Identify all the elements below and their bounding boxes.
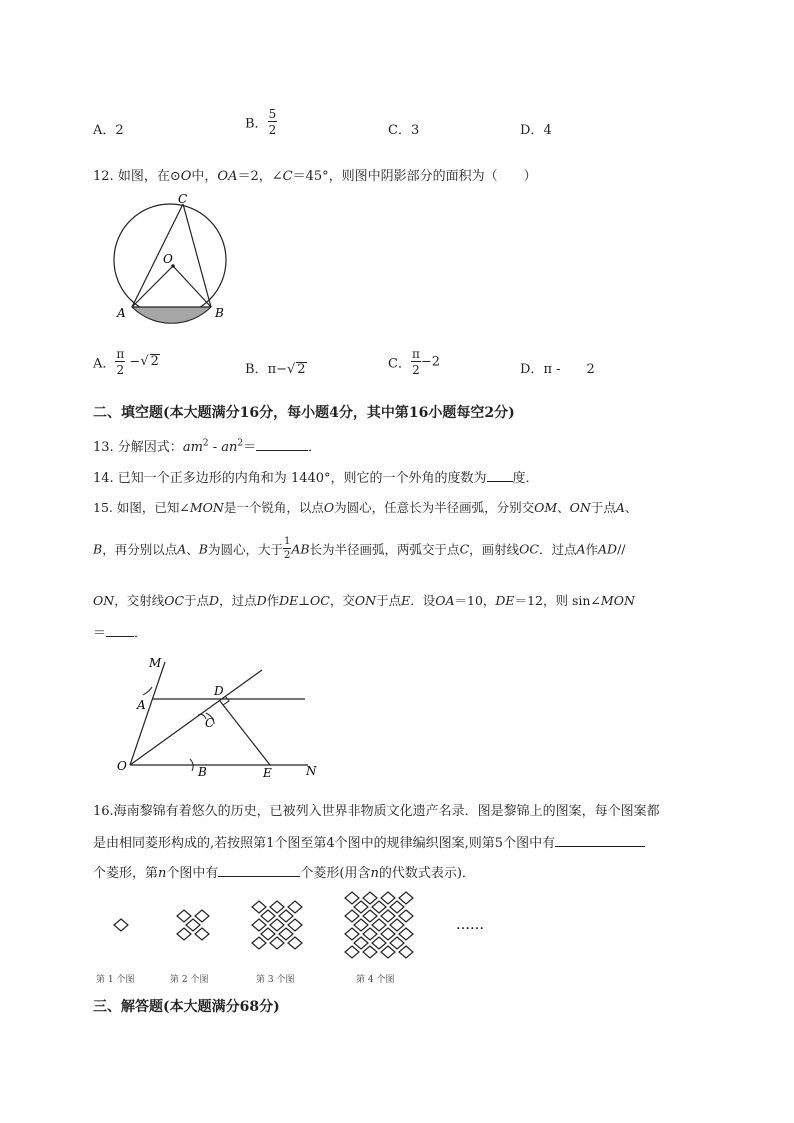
q15-line-4: ＝ ． [93,626,148,641]
rhombus [390,937,404,949]
rhombus [381,928,395,940]
caption-1: 第 1 个图 [96,975,135,985]
q16-line-1: 16.海南黎锦有着悠久的历史，已被列入世界非物质文化遗产名录．图是黎锦上的图案，每个图案都 [93,804,660,819]
q12-option-a: A． $\frac{\pi}{2}$ −√ 2 [93,347,159,377]
rhombus [270,919,284,931]
rhombus [399,892,413,904]
rhombus [390,919,404,931]
q11-option-b: B． $\frac{5}{2}$ [245,107,277,137]
q12-option-c: C． $\frac{\pi}{2}$ −2 [388,347,441,377]
caption-4: 第 4 个图 [356,975,395,985]
q15-angle-figure [110,655,330,785]
q11-option-c: C．3 [388,123,420,138]
label-c: C [205,716,215,730]
label-e: E [263,766,272,780]
rhombus [288,919,302,931]
rhombus [270,937,284,949]
label-o: O [163,252,173,266]
q15-line-1: 15. 如图，已知∠MON是一个锐角，以点O为圆心，任意长为半径画弧，分别交OM、ON于点A、 [93,500,638,515]
label-a: A [137,698,146,712]
q11-option-d: D．4 [520,123,552,138]
label-b: B [215,306,224,320]
label-o: O [117,759,127,773]
rhombus [261,910,275,922]
rhombus [363,928,377,940]
rhombus [288,901,302,913]
rhombus [279,910,293,922]
q16-answer-blank-2[interactable] [218,876,300,877]
rhombus [390,901,404,913]
q14-answer-blank[interactable] [487,481,513,482]
q11-option-a: A．2 [93,123,124,138]
rhombus [252,937,266,949]
rhombus [279,928,293,940]
q16-line-3: 个菱形，第n个图中有 个菱形(用含n的代数式表示)． [93,866,475,881]
rhombus [354,901,368,913]
q13-question: 13. 分解因式：$am^2 - an^2=$ ． [93,438,322,455]
rhombus [363,892,377,904]
rhombus [195,928,209,940]
rhombus [270,901,284,913]
rhombus [381,892,395,904]
pattern-1 [114,919,128,931]
rhombus [288,937,302,949]
rhombus [252,901,266,913]
q12-question: 12. 如图，在⊙O中，OA＝2，∠C＝45°，则图中阴影部分的面积为（ ） [93,169,537,184]
q16-pattern-figure [90,885,530,990]
rhombus [372,937,386,949]
rhombus [381,910,395,922]
pattern-2 [177,910,209,940]
q12-option-b: B．π−√ 2 [245,362,306,377]
section-3-heading: 三、解答题(本大题满分68分) [93,999,280,1015]
rhombus [363,910,377,922]
rhombus [114,919,128,931]
rhombus [399,946,413,958]
q15-line-2: B，再分别以点A、B为圆心，大于 $\frac{1}{2}$ AB长为半径画弧，两弧交于点C，画射线OC．过点A作AD// [93,536,626,561]
caption-2: 第 2 个图 [170,975,209,985]
q13-answer-blank[interactable] [256,450,308,451]
rhombus [354,937,368,949]
label-m: M [149,656,162,670]
rhombus [399,928,413,940]
q12-circle-figure [105,190,235,330]
rhombus [354,919,368,931]
line-de [220,701,270,765]
rhombus [195,910,209,922]
label-b: B [198,765,207,779]
pattern-4 [345,892,413,958]
rhombus [381,946,395,958]
q14-question: 14. 已知一个正多边形的内角和为 1440°，则它的一个外角的度数为 度． [93,471,539,486]
pattern-continuation: …… [456,917,484,933]
q15-line-3: ON，交射线OC于点D，过点D作DE⊥OC，交ON于点E．设OA＝10，DE＝12，则 sin∠MON [93,593,635,608]
q16-line-2: 是由相同菱形构成的,若按照第1个图至第4个图中的规律编织图案,则第5个图中有 [93,832,645,851]
label-c: C [178,192,188,206]
label-a: A [117,306,126,320]
rhombus [177,928,191,940]
q15-answer-blank[interactable] [106,636,134,637]
caption-3: 第 3 个图 [256,975,295,985]
ray-om [130,662,165,765]
rhombus [261,928,275,940]
ray-oc [130,670,262,765]
label-n: N [306,764,317,778]
rhombus [345,928,359,940]
section-2-heading: 二、填空题(本大题满分16分，每小题4分，其中第16小题每空2分) [93,405,515,421]
rhombus [345,910,359,922]
pattern-3 [252,901,302,949]
rhombus [363,946,377,958]
q12-option-d: D．π - 2 [520,362,595,377]
rhombus [399,910,413,922]
shaded-segment [132,307,211,323]
rhombus [345,892,359,904]
rhombus [372,919,386,931]
q16-answer-blank-1[interactable] [555,846,645,847]
rhombus [186,919,200,931]
rhombus [177,910,191,922]
rhombus [372,901,386,913]
rhombus [252,919,266,931]
rhombus [345,946,359,958]
label-d: D [214,684,224,698]
